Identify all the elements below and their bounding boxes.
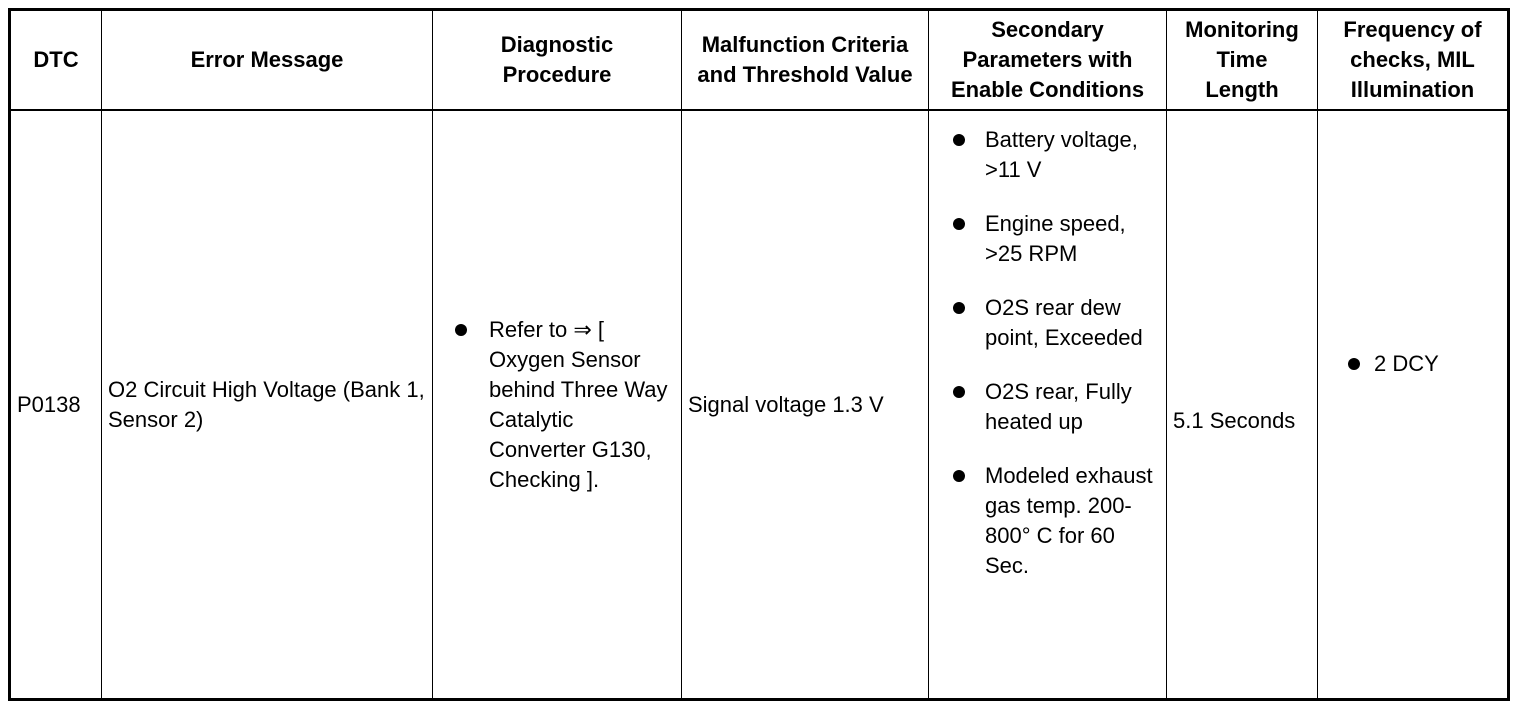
monitoring-time: 5.1 Seconds	[1167, 110, 1318, 700]
header-diagnostic-procedure: Diagnostic Procedure	[433, 10, 682, 111]
dtc-code: P0138	[10, 110, 102, 700]
header-malfunction-criteria: Malfunction Criteria and Threshold Value	[682, 10, 929, 111]
malfunction-criteria: Signal voltage 1.3 V	[682, 110, 929, 700]
list-item: Engine speed, >25 RPM	[935, 209, 1156, 269]
header-row	[10, 10, 1509, 111]
list-item: O2S rear dew point, Exceeded	[935, 293, 1156, 353]
list-item: Modeled exhaust gas temp. 200-800° C for 60 Sec.	[935, 461, 1156, 581]
header-frequency: Frequency of checks, MIL Illumination	[1318, 10, 1509, 111]
secondary-parameters-list	[935, 125, 1156, 581]
page	[8, 8, 1510, 701]
dtc-table	[8, 8, 1510, 701]
header-dtc: DTC	[10, 10, 102, 111]
frequency-list	[1324, 349, 1501, 379]
error-message: O2 Circuit High Voltage (Bank 1, Sensor 2)	[102, 110, 433, 700]
frequency	[1318, 110, 1509, 700]
table-row	[10, 110, 1509, 700]
diagnostic-procedure-item: Refer to ⇒ [ Oxygen Sensor behind Three Way Catalytic Converter G130, Checking ].	[439, 315, 675, 495]
diagnostic-procedure-list	[439, 315, 675, 495]
secondary-parameters	[929, 110, 1167, 700]
diagnostic-procedure	[433, 110, 682, 700]
header-monitoring-time: Monitoring Time Length	[1167, 10, 1318, 111]
header-secondary-parameters: Secondary Parameters with Enable Conditions	[929, 10, 1167, 111]
frequency-item: 2 DCY	[1324, 349, 1501, 379]
header-error-message: Error Message	[102, 10, 433, 111]
list-item: O2S rear, Fully heated up	[935, 377, 1156, 437]
list-item: Battery voltage, >11 V	[935, 125, 1156, 185]
